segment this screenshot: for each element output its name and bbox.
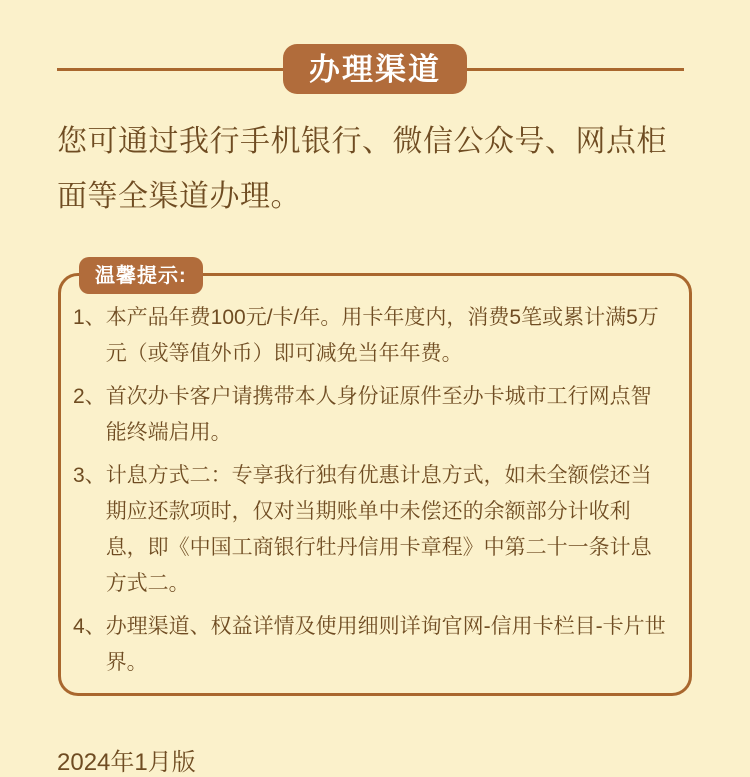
- tips-panel: [58, 265, 692, 696]
- tip-number: 2、: [73, 385, 106, 408]
- promo-page: [0, 44, 750, 776]
- tip-item-4: [73, 609, 671, 681]
- tip-number: 1、: [73, 306, 106, 329]
- tip-number: 3、: [73, 464, 106, 487]
- tips-list: [73, 300, 671, 681]
- tip-item-3: [73, 458, 671, 602]
- tip-item-2: [73, 379, 671, 451]
- section-header: [0, 44, 750, 94]
- tip-text: 计息方式二：专享我行独有优惠计息方式，如未全额偿还当期应还款项时，仅对当期账单中未偿还的余额部分计收利息，即《中国工商银行牡丹信用卡章程》中第二十一条计息方式二。: [105, 464, 652, 595]
- tip-text: 首次办卡客户请携带本人身份证原件至办卡城市工行网点智能终端启用。: [105, 385, 652, 444]
- tips-label-badge: 温馨提示:: [79, 257, 203, 294]
- section-title-badge: 办理渠道: [283, 44, 467, 94]
- intro-text: 您可通过我行手机银行、微信公众号、网点柜面等全渠道办理。: [57, 125, 667, 213]
- tip-text: 本产品年费100元/卡/年。用卡年度内，消费5笔或累计满5万元（或等值外币）即可减免当年年费。: [105, 306, 659, 365]
- tip-item-1: [73, 300, 671, 372]
- tip-text: 办理渠道、权益详情及使用细则详询官网-信用卡栏目-卡片世界。: [105, 615, 666, 674]
- version-text: 2024年1月版: [57, 749, 196, 776]
- tip-number: 4、: [73, 615, 106, 638]
